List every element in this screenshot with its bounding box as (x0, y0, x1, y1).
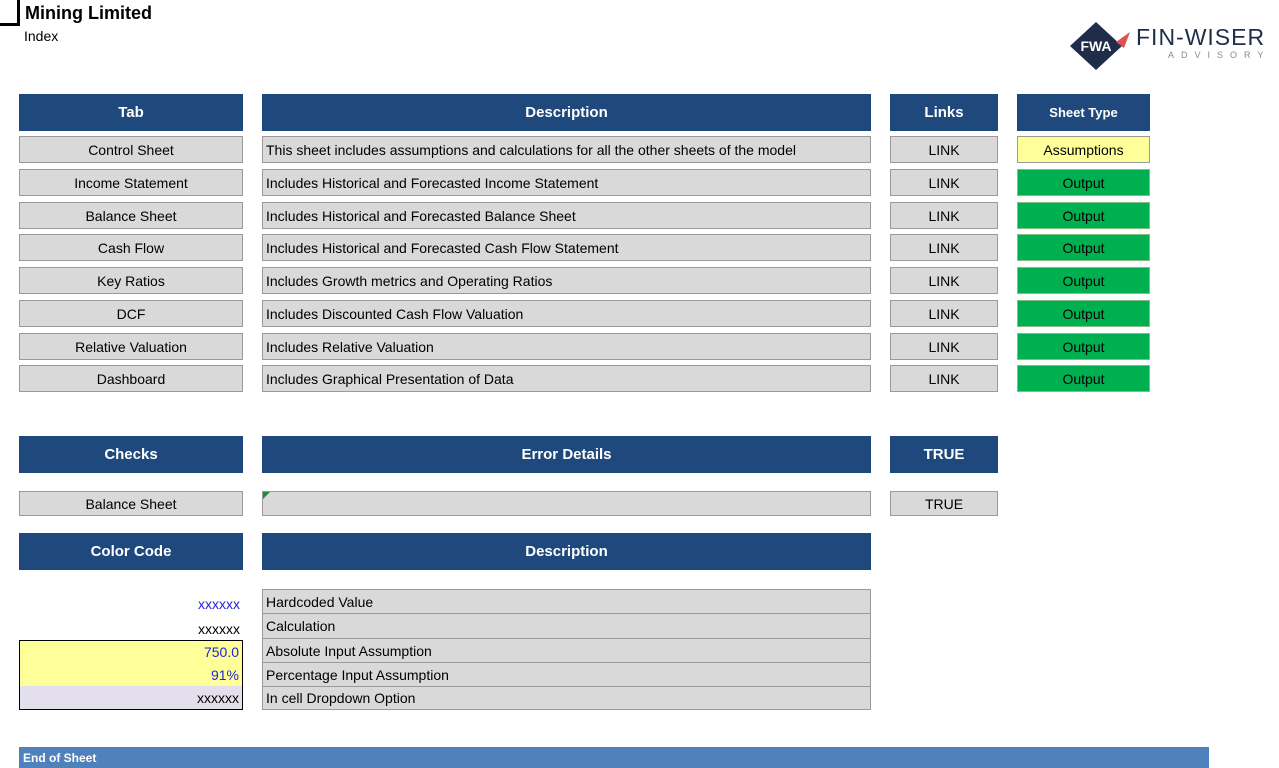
tab-link[interactable]: LINK (890, 300, 998, 327)
tab-description-cell: This sheet includes assumptions and calculations for all the other sheets of the model (262, 136, 871, 163)
check-status-cell: TRUE (890, 491, 998, 516)
header-check-status: TRUE (890, 436, 998, 473)
tab-link[interactable]: LINK (890, 365, 998, 392)
sheet-type-badge: Output (1017, 300, 1150, 327)
header-color-code: Color Code (19, 533, 243, 570)
tab-description-cell: Includes Historical and Forecasted Income Statement (262, 169, 871, 196)
tab-name-cell: Dashboard (19, 365, 243, 392)
tab-name-cell: Income Statement (19, 169, 243, 196)
tab-link[interactable]: LINK (890, 202, 998, 229)
color-sample-dropdown: xxxxxx (19, 686, 243, 710)
header-checks: Checks (19, 436, 243, 473)
tab-name-cell: Balance Sheet (19, 202, 243, 229)
sheet-type-badge: Output (1017, 169, 1150, 196)
check-name-cell: Balance Sheet (19, 491, 243, 516)
sheet-subtitle: Index (24, 28, 59, 44)
tab-description-cell: Includes Discounted Cash Flow Valuation (262, 300, 871, 327)
logo-text: FIN-WISER (1136, 24, 1266, 50)
tab-link[interactable]: LINK (890, 333, 998, 360)
header-links: Links (890, 94, 998, 131)
color-description-row: Calculation (262, 614, 871, 639)
sheet-type-badge: Output (1017, 202, 1150, 229)
company-title: Mining Limited (25, 3, 152, 23)
tab-name-cell: Relative Valuation (19, 333, 243, 360)
header-sheet-type: Sheet Type (1017, 94, 1150, 131)
tab-link[interactable]: LINK (890, 169, 998, 196)
color-description-row: Hardcoded Value (262, 589, 871, 614)
fwa-logo-icon (1068, 20, 1134, 72)
tab-description-cell: Includes Historical and Forecasted Balance Sheet (262, 202, 871, 229)
fin-wiser-logo (1068, 20, 1271, 72)
tab-name-cell: Key Ratios (19, 267, 243, 294)
tab-description-cell: Includes Historical and Forecasted Cash Flow Statement (262, 234, 871, 261)
check-error-cell[interactable] (262, 491, 871, 516)
header-tab: Tab (19, 94, 243, 131)
color-description-row: In cell Dropdown Option (262, 687, 871, 710)
sheet-type-badge: Output (1017, 365, 1150, 392)
color-description-row: Percentage Input Assumption (262, 663, 871, 687)
tab-description-cell: Includes Growth metrics and Operating Ratios (262, 267, 871, 294)
tab-description-cell: Includes Relative Valuation (262, 333, 871, 360)
tab-name-cell: Control Sheet (19, 136, 243, 163)
sheet-type-badge: Output (1017, 267, 1150, 294)
color-sample-calculation: xxxxxx (198, 621, 240, 637)
sheet-type-badge: Assumptions (1017, 136, 1150, 163)
color-description-row: Absolute Input Assumption (262, 639, 871, 663)
color-sample-percentage-input: 91% (19, 663, 243, 687)
header-description: Description (262, 94, 871, 131)
tab-description-cell: Includes Graphical Presentation of Data (262, 365, 871, 392)
tab-link[interactable]: LINK (890, 234, 998, 261)
header-color-description: Description (262, 533, 871, 570)
end-of-sheet-bar: End of Sheet (19, 747, 1209, 768)
color-sample-absolute-input: 750.0 (19, 640, 243, 664)
logo-mark-text: FWA (1080, 38, 1112, 54)
tab-link[interactable]: LINK (890, 136, 998, 163)
tab-name-cell: DCF (19, 300, 243, 327)
active-cell-marker (0, 0, 20, 26)
color-sample-hardcoded: xxxxxx (198, 596, 240, 612)
tab-link[interactable]: LINK (890, 267, 998, 294)
header-error-details: Error Details (262, 436, 871, 473)
sheet-type-badge: Output (1017, 333, 1150, 360)
logo-tagline: ADVISORY (1168, 50, 1271, 60)
comment-indicator-icon (263, 492, 270, 499)
tab-name-cell: Cash Flow (19, 234, 243, 261)
sheet-type-badge: Output (1017, 234, 1150, 261)
